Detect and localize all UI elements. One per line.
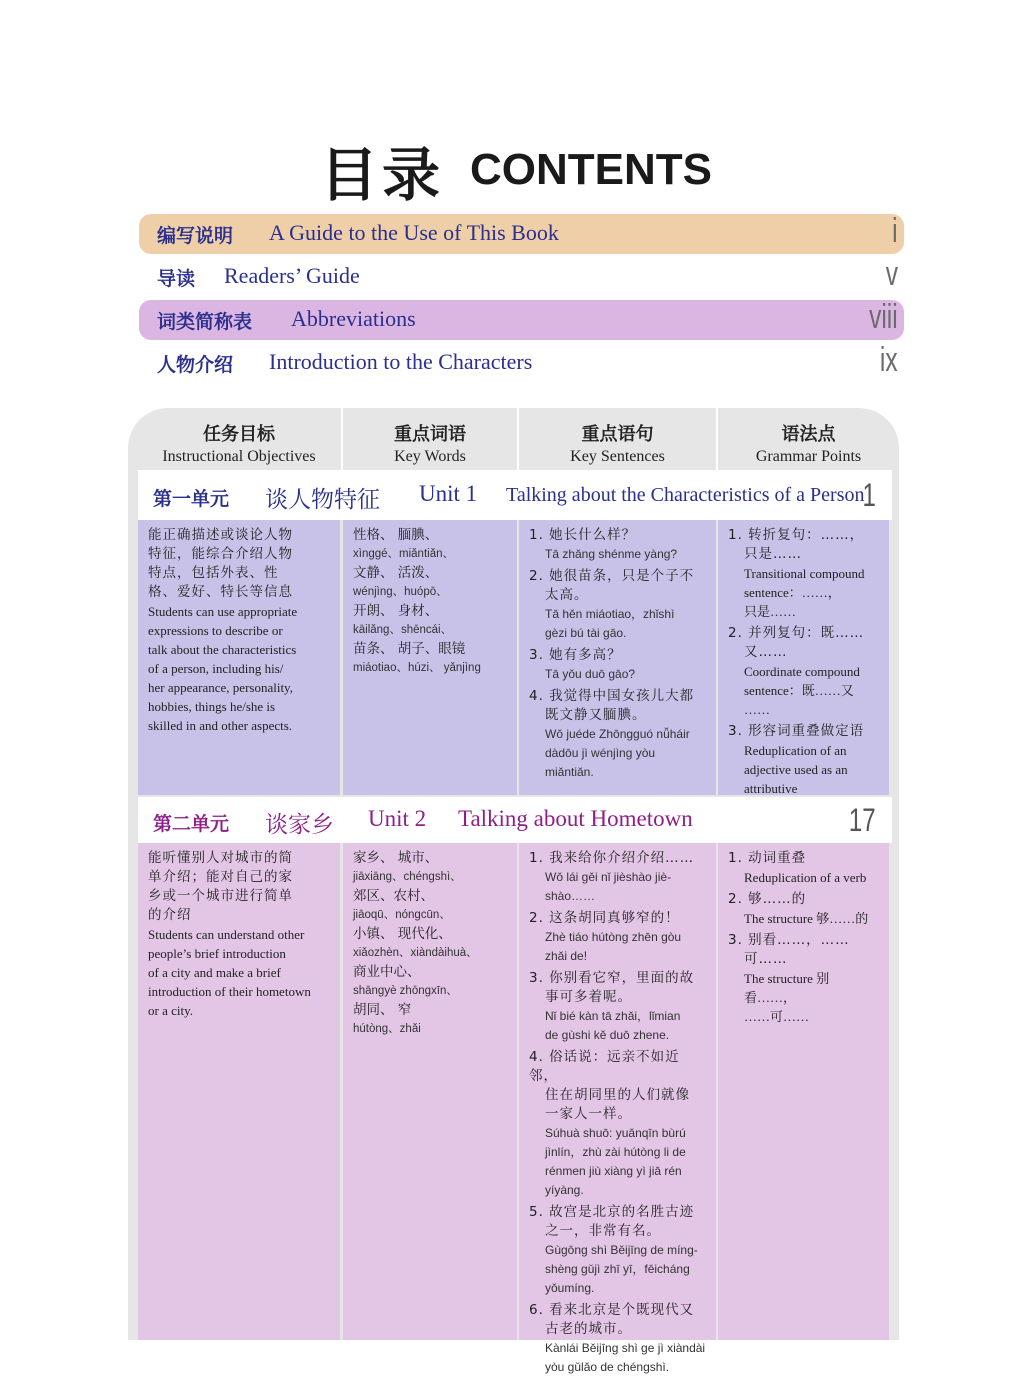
objective-en-line: hobbies, things he/she is <box>148 699 276 714</box>
header-grammar-points: 语法点 Grammar Points <box>755 424 862 465</box>
toc-entry-zh: 导读 <box>157 268 196 290</box>
unit-number-en: Unit 1 <box>419 481 478 506</box>
grammar-point <box>728 722 879 798</box>
grammar-point <box>728 890 879 928</box>
key-sentence-pinyin: jìnlín，zhù zài hútòng li de <box>545 1145 686 1159</box>
grammar-point-en: 只是…… <box>744 604 797 619</box>
key-word-pinyin: kāilǎng、shēncái、 <box>353 624 453 636</box>
key-sentence-zh: 事可多着呢。 <box>545 989 632 1005</box>
key-sentence <box>529 1203 706 1298</box>
toc-entry[interactable] <box>139 257 904 297</box>
key-sentence <box>529 687 706 782</box>
key-sentence-pinyin: Súhuà shuō: yuǎnqīn bùrú <box>545 1126 686 1140</box>
key-sentence <box>529 567 706 643</box>
key-word-zh: 文静、 活泼、 <box>353 565 439 581</box>
key-sentence-zh: 古老的城市。 <box>545 1321 632 1337</box>
page-title <box>0 128 1032 212</box>
title-zh: 目录 <box>319 141 444 209</box>
key-sentence-zh: 4. 我觉得中国女孩儿大都 <box>529 688 695 704</box>
header-key-words: 重点词语 Key Words <box>394 424 466 465</box>
objective-en-line: people’s brief introduction <box>148 946 286 961</box>
objective-zh-line: 能正确描述或谈论人物 <box>148 527 293 543</box>
key-sentence <box>529 849 706 906</box>
toc-entry-zh: 词类简称表 <box>157 311 253 333</box>
grammar-point-en: The structure 够……的 <box>744 911 869 926</box>
key-word-zh: 商业中心、 <box>353 964 421 980</box>
grammar-point-zh: 2. 并列复句：既…… <box>728 625 865 641</box>
key-word-pinyin: wénjìng、huópō、 <box>353 586 448 598</box>
key-sentence-pinyin: yòu gǔlǎo de chéngshì. <box>545 1360 670 1374</box>
toc-entry-page: i <box>892 212 898 250</box>
key-sentence <box>529 1048 706 1200</box>
key-sentence <box>529 909 706 966</box>
key-words-cell <box>343 520 517 795</box>
key-word-pinyin: hútòng、zhǎi <box>353 1023 421 1035</box>
grammar-point-en: sentence：……， <box>744 585 841 600</box>
key-sentence-zh: 4. 俗话说：远亲不如近邻， <box>529 1049 680 1084</box>
objectives-cell <box>138 843 340 1340</box>
key-sentence-zh: 之一，非常有名。 <box>545 1223 661 1239</box>
key-sentence-zh: 2. 她很苗条，只是个子不 <box>529 568 695 584</box>
grammar-point <box>728 931 879 1026</box>
grammar-point-en: Reduplication of a verb <box>744 870 867 885</box>
unit-page: 1 <box>862 477 876 513</box>
unit-topic-en: Talking about the Characteristics of a Person <box>506 484 865 506</box>
key-sentence-pinyin: Tā hěn miáotiao，zhǐshì <box>545 607 675 621</box>
objective-zh-line: 的介绍 <box>148 907 192 923</box>
objective-en-line: Students can understand other <box>148 927 305 942</box>
key-sentence-pinyin: yíyàng. <box>545 1183 584 1197</box>
objective-zh-line: 单介绍；能对自己的家 <box>148 869 293 885</box>
key-word-zh: 郊区、农村、 <box>353 888 434 904</box>
grammar-point-zh: 可…… <box>744 951 788 967</box>
unit-topic-en: Talking about Hometown <box>458 806 693 831</box>
key-sentence-zh: 3. 她有多高？ <box>529 647 622 663</box>
key-sentences-cell <box>519 520 716 795</box>
toc-entry-zh: 编写说明 <box>157 225 234 247</box>
key-word-pinyin: shāngyè zhōngxīn、 <box>353 985 458 997</box>
grammar-point-zh: 又…… <box>744 644 788 660</box>
toc-entry-page: ix <box>880 341 898 379</box>
grammar-point-zh: 3. 别看……，…… <box>728 932 850 948</box>
unit-number-en: Unit 2 <box>368 806 427 831</box>
toc-entry-en: Abbreviations <box>291 306 416 331</box>
unit-page: 17 <box>849 802 876 838</box>
key-word-pinyin: xiǎozhèn、xiàndàihuà、 <box>353 947 478 959</box>
toc-entry[interactable] <box>139 300 904 340</box>
objective-en-line: of a city and make a brief <box>148 965 281 980</box>
key-sentence-zh: 6. 看来北京是个既现代又 <box>529 1302 695 1318</box>
grammar-point-en: adjective used as an <box>744 762 848 777</box>
key-sentence-zh: 太高。 <box>545 587 589 603</box>
grammar-point-en: Coordinate compound <box>744 664 860 679</box>
key-word-zh: 家乡、 城市、 <box>353 850 439 866</box>
key-word-zh: 胡同、 窄 <box>353 1002 412 1018</box>
key-sentence-pinyin: de gùshi kě duō zhene. <box>545 1028 670 1042</box>
key-word-zh: 开朗、 身材、 <box>353 603 439 619</box>
toc-entry-page: viii <box>869 298 898 336</box>
key-sentence-pinyin: shào…… <box>545 889 596 903</box>
key-sentence <box>529 969 706 1045</box>
objective-en-line: introduction of their hometown <box>148 984 311 999</box>
toc-entry-page: v <box>885 255 898 293</box>
units-table <box>128 408 899 1374</box>
key-sentence-zh: 3. 你别看它窄，里面的故 <box>529 970 695 986</box>
key-sentence-pinyin: dàdōu jì wénjìng yòu miǎntiǎn. <box>545 746 656 779</box>
key-sentence-zh: 1. 我来给你介绍介绍…… <box>529 850 695 866</box>
key-sentence-zh: 既文静又腼腆。 <box>545 707 647 723</box>
grammar-point-zh: 1. 动词重叠 <box>728 850 807 866</box>
key-sentence-pinyin: Tā zhǎng shénme yàng? <box>545 547 678 561</box>
key-sentence <box>529 526 706 564</box>
key-word-zh: 小镇、 现代化、 <box>353 926 452 942</box>
key-sentence-pinyin: Wǒ juéde Zhōngguó nǚháir <box>545 727 690 741</box>
grammar-point-en: Transitional compound <box>744 566 865 581</box>
objectives-cell <box>138 520 340 795</box>
grammar-point-en: sentence：既……又 <box>744 683 854 698</box>
key-sentence <box>529 646 706 684</box>
key-sentences-cell <box>519 843 716 1374</box>
toc-entry[interactable] <box>139 214 904 254</box>
key-sentence-zh: 5. 故宫是北京的名胜古迹 <box>529 1204 695 1220</box>
objective-zh-line: 特征，能综合介绍人物 <box>148 546 293 562</box>
grammar-point <box>728 526 879 621</box>
grammar-point <box>728 624 879 719</box>
key-sentence-pinyin: Nǐ bié kàn tā zhǎi，lǐmian <box>545 1009 681 1023</box>
key-sentence-zh: 住在胡同里的人们就像 <box>545 1087 690 1103</box>
key-word-pinyin: xìnggé、miǎntiǎn、 <box>353 548 454 560</box>
objective-zh-line: 格、爱好、特长等信息 <box>148 584 293 600</box>
key-sentence-zh: 1. 她长什么样？ <box>529 527 637 543</box>
unit-number-zh: 第一单元 <box>153 488 230 510</box>
key-sentence-pinyin: Zhè tiáo hútòng zhēn gòu <box>545 930 682 944</box>
key-sentence-pinyin: Wǒ lái gěi nǐ jièshào jiè- <box>545 870 672 884</box>
grammar-point-en: The structure 别看……， <box>744 971 830 1005</box>
key-word-pinyin: jiāoqū、nóngcūn、 <box>353 909 451 921</box>
key-sentence-pinyin: Gùgōng shì Běijīng de míng- <box>545 1243 698 1257</box>
grammar-point-en: …… <box>744 702 770 717</box>
grammar-point-zh: 2. 够……的 <box>728 891 807 907</box>
toc-entry-en: Readers’ Guide <box>224 263 360 288</box>
grammar-point-en: attributive <box>744 781 798 796</box>
key-sentence-pinyin: zhǎi de! <box>545 949 588 963</box>
title-en: CONTENTS <box>470 145 712 194</box>
unit-topic-zh: 谈人物特征 <box>265 487 380 513</box>
header-key-sentences: 重点语句 Key Sentences <box>570 424 665 465</box>
objective-en-line: talk about the characteristics <box>148 642 297 657</box>
grammar-points-cell <box>718 520 889 795</box>
key-sentence-pinyin: Tā yǒu duō gāo? <box>545 667 636 681</box>
objective-en-line: expressions to describe or <box>148 623 283 638</box>
unit-heading[interactable] <box>138 797 892 843</box>
key-sentence-pinyin: yǒumíng. <box>545 1281 595 1295</box>
key-word-pinyin: miáotiao、húzi、 yǎnjìng <box>353 662 481 674</box>
objective-zh-line: 特点，包括外表、性 <box>148 565 279 581</box>
key-word-zh: 苗条、 胡子、眼镜 <box>353 641 466 657</box>
objective-en-line: of a person, including his/ <box>148 661 284 676</box>
objective-en-line: her appearance, personality, <box>148 680 293 695</box>
key-sentence-zh: 一家人一样。 <box>545 1106 632 1122</box>
objective-en-line: or a city. <box>148 1003 193 1018</box>
toc-entry[interactable] <box>139 343 904 383</box>
grammar-point-en: ……可…… <box>744 1009 810 1024</box>
grammar-point <box>728 849 879 887</box>
key-sentence-pinyin: gèzi bú tài gāo. <box>545 626 627 640</box>
key-sentence-zh: 2. 这条胡同真够窄的！ <box>529 910 680 926</box>
objective-en-line: Students can use appropriate <box>148 604 298 619</box>
unit-number-zh: 第二单元 <box>153 813 230 835</box>
key-word-zh: 性格、 腼腆、 <box>353 527 439 543</box>
header-objectives: 任务目标 Instructional Objectives <box>162 424 316 465</box>
toc-entry-zh: 人物介绍 <box>157 354 234 376</box>
objective-en-line: skilled in and other aspects. <box>148 718 293 733</box>
unit-topic-zh: 谈家乡 <box>265 812 334 838</box>
grammar-point-en: Reduplication of an <box>744 743 847 758</box>
grammar-points-cell <box>718 843 889 1340</box>
toc-entry-en: A Guide to the Use of This Book <box>269 220 559 245</box>
grammar-point-zh: 1. 转折复句：……， <box>728 527 865 543</box>
objective-zh-line: 乡或一个城市进行简单 <box>148 888 293 904</box>
unit-heading[interactable] <box>138 470 892 520</box>
key-sentence-pinyin: shèng gǔjì zhī yī，fēicháng <box>545 1262 690 1276</box>
toc-entry-en: Introduction to the Characters <box>269 349 533 374</box>
key-sentence-pinyin: Kànlái Běijīng shì ge jì xiàndài <box>545 1341 706 1355</box>
key-sentence-pinyin: rénmen jiù xiàng yì jiā rén <box>545 1164 682 1178</box>
objective-zh-line: 能听懂别人对城市的简 <box>148 850 293 866</box>
key-sentence <box>529 1301 706 1377</box>
grammar-point-zh: 只是…… <box>744 546 802 562</box>
key-words-cell <box>343 843 517 1340</box>
key-word-pinyin: jiāxiāng、chéngshì、 <box>353 871 462 883</box>
grammar-point-zh: 3. 形容词重叠做定语 <box>728 723 865 739</box>
